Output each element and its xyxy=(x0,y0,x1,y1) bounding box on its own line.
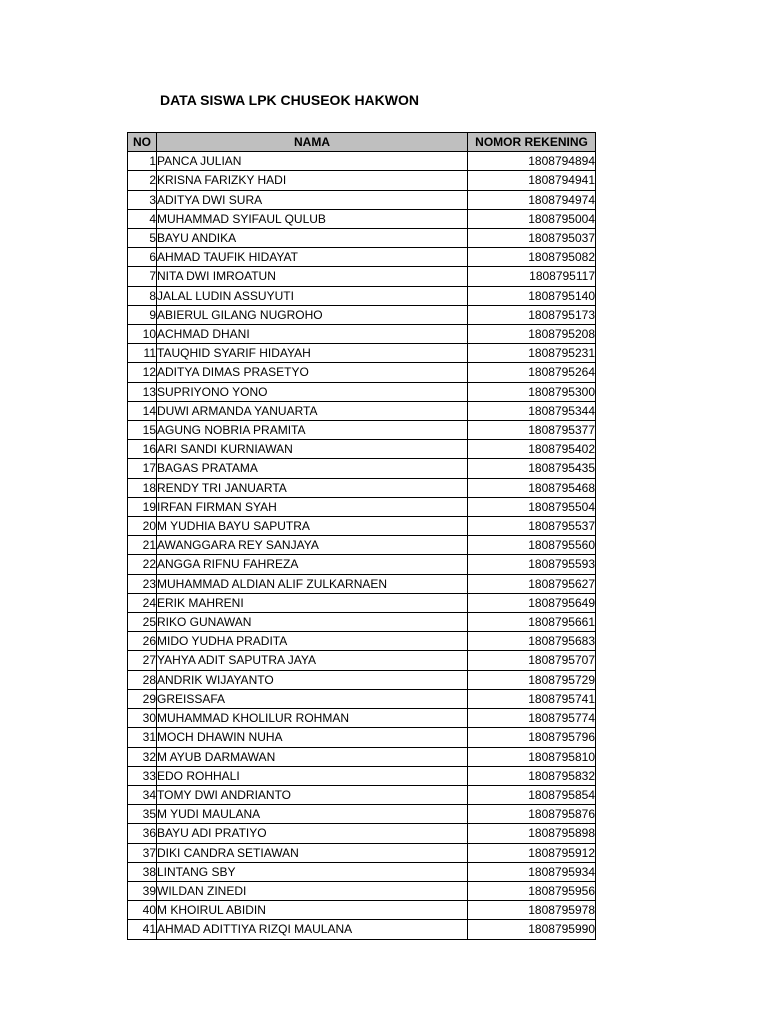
cell-nama: M KHOIRUL ABIDIN xyxy=(157,901,468,920)
cell-nomor-rekening: 1808795707 xyxy=(468,651,596,670)
cell-no: 5 xyxy=(128,229,157,248)
cell-nama: BAYU ANDIKA xyxy=(157,229,468,248)
table-row xyxy=(128,517,596,536)
table-row xyxy=(128,613,596,632)
cell-nama: KRISNA FARIZKY HADI xyxy=(157,171,468,190)
cell-nomor-rekening: 1808795468 xyxy=(468,478,596,497)
cell-nama: MUHAMMAD SYIFAUL QULUB xyxy=(157,209,468,228)
cell-no: 11 xyxy=(128,344,157,363)
cell-nomor-rekening: 1808795231 xyxy=(468,344,596,363)
cell-no: 1 xyxy=(128,152,157,171)
cell-no: 35 xyxy=(128,805,157,824)
cell-nomor-rekening: 1808795956 xyxy=(468,881,596,900)
table-row xyxy=(128,881,596,900)
column-header-no: NO xyxy=(128,133,157,152)
cell-no: 9 xyxy=(128,305,157,324)
table-row xyxy=(128,325,596,344)
cell-no: 33 xyxy=(128,766,157,785)
cell-no: 28 xyxy=(128,670,157,689)
cell-nama: EDO ROHHALI xyxy=(157,766,468,785)
cell-no: 24 xyxy=(128,593,157,612)
table-row xyxy=(128,766,596,785)
page-title: DATA SISWA LPK CHUSEOK HAKWON xyxy=(160,92,419,108)
cell-nama: LINTANG SBY xyxy=(157,862,468,881)
cell-nomor-rekening: 1808795435 xyxy=(468,459,596,478)
cell-nomor-rekening: 1808795912 xyxy=(468,843,596,862)
cell-no: 36 xyxy=(128,824,157,843)
cell-nomor-rekening: 1808794894 xyxy=(468,152,596,171)
cell-nama: RIKO GUNAWAN xyxy=(157,613,468,632)
cell-nomor-rekening: 1808795504 xyxy=(468,497,596,516)
cell-nama: MUHAMMAD KHOLILUR ROHMAN xyxy=(157,709,468,728)
table-row xyxy=(128,344,596,363)
cell-no: 18 xyxy=(128,478,157,497)
cell-no: 32 xyxy=(128,747,157,766)
cell-nomor-rekening: 1808795796 xyxy=(468,728,596,747)
table-row xyxy=(128,901,596,920)
cell-nama: ADITYA DIMAS PRASETYO xyxy=(157,363,468,382)
cell-nama: M YUDHIA BAYU SAPUTRA xyxy=(157,517,468,536)
cell-nama: MUHAMMAD ALDIAN ALIF ZULKARNAEN xyxy=(157,574,468,593)
cell-no: 41 xyxy=(128,920,157,939)
table-row xyxy=(128,305,596,324)
cell-nomor-rekening: 1808795377 xyxy=(468,421,596,440)
table-row xyxy=(128,536,596,555)
table-row xyxy=(128,747,596,766)
table-row xyxy=(128,152,596,171)
table-row xyxy=(128,209,596,228)
table-row xyxy=(128,728,596,747)
table-row xyxy=(128,382,596,401)
cell-no: 6 xyxy=(128,248,157,267)
cell-nomor-rekening: 1808795082 xyxy=(468,248,596,267)
column-header-nama: NAMA xyxy=(157,133,468,152)
cell-no: 25 xyxy=(128,613,157,632)
cell-nomor-rekening: 1808795140 xyxy=(468,286,596,305)
cell-nama: IRFAN FIRMAN SYAH xyxy=(157,497,468,516)
cell-nomor-rekening: 1808795810 xyxy=(468,747,596,766)
cell-nomor-rekening: 1808795560 xyxy=(468,536,596,555)
cell-no: 29 xyxy=(128,689,157,708)
cell-no: 34 xyxy=(128,785,157,804)
table-row xyxy=(128,555,596,574)
cell-no: 2 xyxy=(128,171,157,190)
cell-nomor-rekening: 1808795990 xyxy=(468,920,596,939)
cell-nama: DUWI ARMANDA YANUARTA xyxy=(157,401,468,420)
cell-nomor-rekening: 1808795729 xyxy=(468,670,596,689)
cell-nama: WILDAN ZINEDI xyxy=(157,881,468,900)
table-row xyxy=(128,459,596,478)
cell-nama: DIKI CANDRA SETIAWAN xyxy=(157,843,468,862)
cell-nomor-rekening: 1808795661 xyxy=(468,613,596,632)
cell-no: 13 xyxy=(128,382,157,401)
cell-nama: GREISSAFA xyxy=(157,689,468,708)
cell-no: 14 xyxy=(128,401,157,420)
cell-no: 8 xyxy=(128,286,157,305)
cell-nama: M AYUB DARMAWAN xyxy=(157,747,468,766)
cell-no: 31 xyxy=(128,728,157,747)
cell-no: 26 xyxy=(128,632,157,651)
cell-nama: AHMAD TAUFIK HIDAYAT xyxy=(157,248,468,267)
cell-nama: ANGGA RIFNU FAHREZA xyxy=(157,555,468,574)
cell-no: 12 xyxy=(128,363,157,382)
cell-nama: ERIK MAHRENI xyxy=(157,593,468,612)
cell-nama: MIDO YUDHA PRADITA xyxy=(157,632,468,651)
cell-no: 22 xyxy=(128,555,157,574)
cell-no: 37 xyxy=(128,843,157,862)
cell-nomor-rekening: 1808795898 xyxy=(468,824,596,843)
cell-no: 16 xyxy=(128,440,157,459)
cell-no: 30 xyxy=(128,709,157,728)
cell-nomor-rekening: 1808795037 xyxy=(468,229,596,248)
cell-nomor-rekening: 1808795978 xyxy=(468,901,596,920)
cell-nomor-rekening: 1808795854 xyxy=(468,785,596,804)
table-row xyxy=(128,805,596,824)
cell-nomor-rekening: 1808795117 xyxy=(468,267,596,286)
cell-nama: AGUNG NOBRIA PRAMITA xyxy=(157,421,468,440)
table-row xyxy=(128,171,596,190)
cell-nama: NITA DWI IMROATUN xyxy=(157,267,468,286)
cell-no: 20 xyxy=(128,517,157,536)
cell-nomor-rekening: 1808795593 xyxy=(468,555,596,574)
cell-nomor-rekening: 1808795774 xyxy=(468,709,596,728)
table-row xyxy=(128,363,596,382)
cell-nomor-rekening: 1808795649 xyxy=(468,593,596,612)
cell-nama: ARI SANDI KURNIAWAN xyxy=(157,440,468,459)
cell-no: 38 xyxy=(128,862,157,881)
cell-nomor-rekening: 1808795173 xyxy=(468,305,596,324)
table-row xyxy=(128,421,596,440)
table-row xyxy=(128,632,596,651)
cell-nama: TOMY DWI ANDRIANTO xyxy=(157,785,468,804)
cell-nomor-rekening: 1808795934 xyxy=(468,862,596,881)
cell-no: 40 xyxy=(128,901,157,920)
table-row xyxy=(128,593,596,612)
cell-nama: JALAL LUDIN ASSUYUTI xyxy=(157,286,468,305)
cell-nomor-rekening: 1808795300 xyxy=(468,382,596,401)
cell-nomor-rekening: 1808795402 xyxy=(468,440,596,459)
table-row xyxy=(128,267,596,286)
cell-nomor-rekening: 1808795208 xyxy=(468,325,596,344)
table-row xyxy=(128,574,596,593)
table-row xyxy=(128,862,596,881)
cell-nama: ADITYA DWI SURA xyxy=(157,190,468,209)
cell-nomor-rekening: 1808795004 xyxy=(468,209,596,228)
table-row xyxy=(128,478,596,497)
student-table xyxy=(127,132,596,940)
cell-nomor-rekening: 1808794974 xyxy=(468,190,596,209)
table-row xyxy=(128,920,596,939)
cell-nomor-rekening: 1808794941 xyxy=(468,171,596,190)
table-body xyxy=(128,152,596,939)
table-row xyxy=(128,248,596,267)
table-row xyxy=(128,824,596,843)
cell-nama: RENDY TRI JANUARTA xyxy=(157,478,468,497)
table-header-row xyxy=(128,133,596,152)
cell-nomor-rekening: 1808795264 xyxy=(468,363,596,382)
table-row xyxy=(128,440,596,459)
cell-nama: PANCA JULIAN xyxy=(157,152,468,171)
cell-nomor-rekening: 1808795832 xyxy=(468,766,596,785)
cell-nomor-rekening: 1808795876 xyxy=(468,805,596,824)
cell-nama: YAHYA ADIT SAPUTRA JAYA xyxy=(157,651,468,670)
cell-no: 17 xyxy=(128,459,157,478)
table-row xyxy=(128,229,596,248)
cell-nomor-rekening: 1808795627 xyxy=(468,574,596,593)
cell-no: 3 xyxy=(128,190,157,209)
cell-nomor-rekening: 1808795537 xyxy=(468,517,596,536)
cell-no: 4 xyxy=(128,209,157,228)
table-row xyxy=(128,286,596,305)
cell-no: 27 xyxy=(128,651,157,670)
cell-no: 7 xyxy=(128,267,157,286)
cell-no: 10 xyxy=(128,325,157,344)
cell-nama: M YUDI MAULANA xyxy=(157,805,468,824)
cell-nama: ABIERUL GILANG NUGROHO xyxy=(157,305,468,324)
table-row xyxy=(128,651,596,670)
cell-no: 23 xyxy=(128,574,157,593)
table-row xyxy=(128,709,596,728)
cell-nama: BAGAS PRATAMA xyxy=(157,459,468,478)
cell-nama: ACHMAD DHANI xyxy=(157,325,468,344)
cell-no: 19 xyxy=(128,497,157,516)
cell-no: 15 xyxy=(128,421,157,440)
table-row xyxy=(128,843,596,862)
table-row xyxy=(128,190,596,209)
cell-nama: TAUQHID SYARIF HIDAYAH xyxy=(157,344,468,363)
cell-nama: BAYU ADI PRATIYO xyxy=(157,824,468,843)
cell-nomor-rekening: 1808795741 xyxy=(468,689,596,708)
cell-nama: SUPRIYONO YONO xyxy=(157,382,468,401)
cell-nama: MOCH DHAWIN NUHA xyxy=(157,728,468,747)
table-row xyxy=(128,785,596,804)
cell-nomor-rekening: 1808795683 xyxy=(468,632,596,651)
column-header-rekening: NOMOR REKENING xyxy=(468,133,596,152)
cell-no: 21 xyxy=(128,536,157,555)
cell-nama: AHMAD ADITTIYA RIZQI MAULANA xyxy=(157,920,468,939)
table-row xyxy=(128,497,596,516)
cell-nama: AWANGGARA REY SANJAYA xyxy=(157,536,468,555)
table-row xyxy=(128,401,596,420)
cell-nama: ANDRIK WIJAYANTO xyxy=(157,670,468,689)
cell-no: 39 xyxy=(128,881,157,900)
cell-nomor-rekening: 1808795344 xyxy=(468,401,596,420)
table-row xyxy=(128,689,596,708)
table-row xyxy=(128,670,596,689)
